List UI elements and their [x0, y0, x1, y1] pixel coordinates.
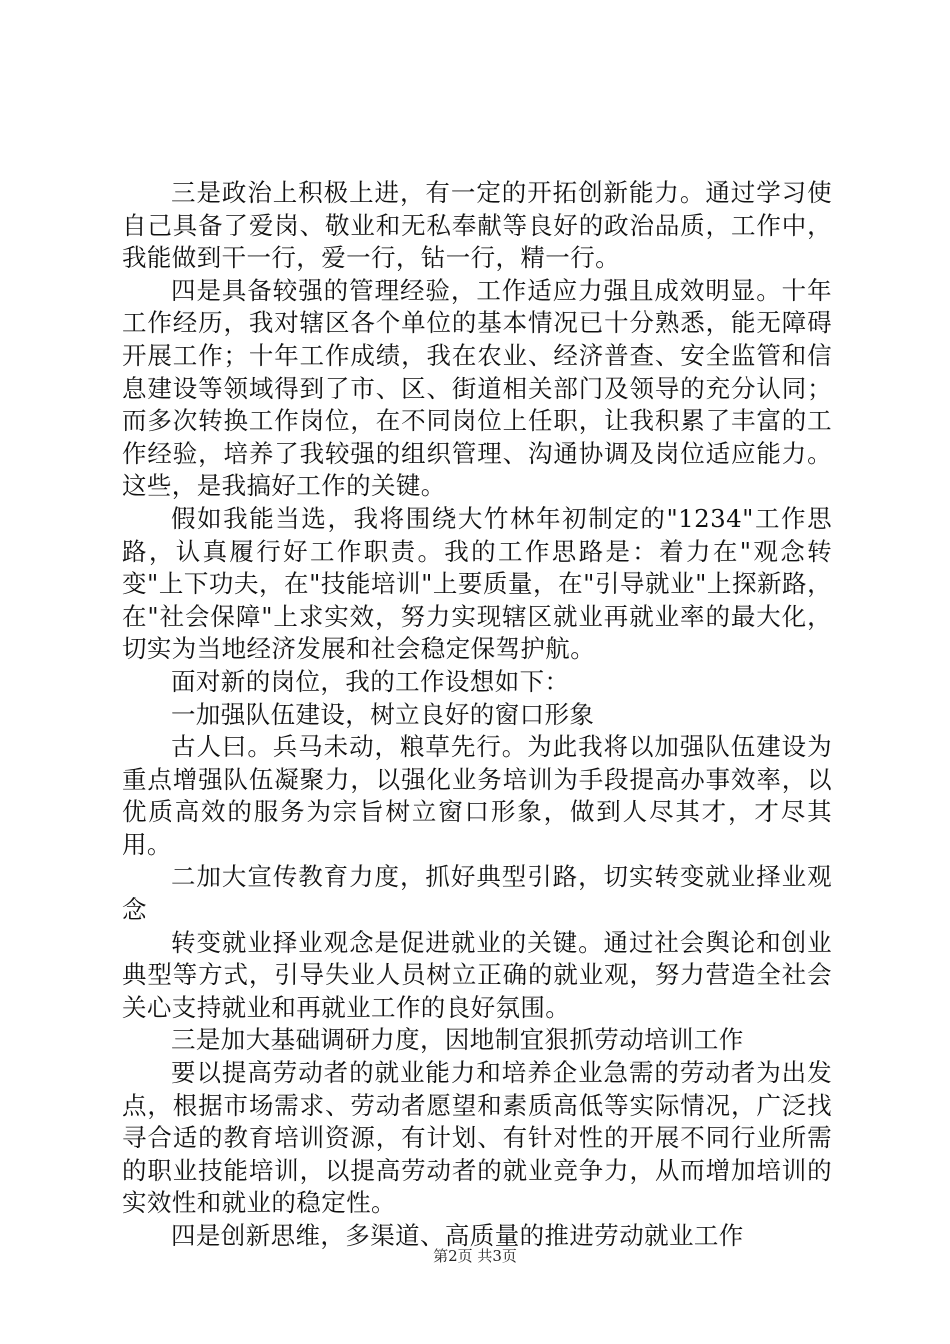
paragraph-publicity-education: 转变就业择业观念是促进就业的关键。通过社会舆论和创业典型等方式，引导失业人员树立正确的就业观，努力营造全社会关心支持就业和再就业工作的良好氛围。 [122, 927, 832, 1022]
paragraph-team-building: 古人曰。兵马未动，粮草先行。为此我将以加强队伍建设为重点增强队伍凝聚力，以强化业务培训为手段提高办事效率，以优质高效的服务为宗旨树立窗口形象，做到人尽其才，才尽其用。 [122, 732, 832, 859]
heading-research-training: 三是加大基础调研力度，因地制宜狠抓劳动培训工作 [171, 1025, 744, 1055]
paragraph-research-training: 要以提高劳动者的就业能力和培养企业急需的劳动者为出发点，根据市场需求、劳动者愿望和素质高低等实际情况，广泛找寻合适的教育培训资源，有计划、有针对性的开展不同行业所需的职业技能培训，以提高劳动者的就业竞争力，从而增加培训的实效性和就业的稳定性。 [122, 1058, 832, 1218]
paragraph-political-quality: 三是政治上积极上进，有一定的开拓创新能力。通过学习使自己具备了爱岗、敬业和无私奉献等良好的政治品质，工作中，我能做到干一行，爱一行，钻一行，精一行。 [122, 178, 832, 273]
paragraph-work-plan: 假如我能当选，我将围绕大竹林年初制定的"1234"工作思路，认真履行好工作职责。我的工作思路是：着力在"观念转变"上下功夫，在"技能培训"上要质量，在"引导就业"上探新路，在"社会保障"上求实效，努力实现辖区就业再就业率的最大化，切实为当地经济发展和社会稳定保驾护航。 [122, 503, 832, 664]
document-body [122, 177, 832, 1253]
heading-publicity-education: 二加大宣传教育力度，抓好典型引路，切实转变就业择业观念 [122, 862, 832, 925]
heading-innovation: 四是创新思维，多渠道、高质量的推进劳动就业工作 [171, 1221, 744, 1250]
page-number-footer: 第2页 共3页 [433, 1247, 517, 1265]
paragraph-management-experience: 四是具备较强的管理经验，工作适应力强且成效明显。十年工作经历，我对辖区各个单位的基本情况已十分熟悉，能无障碍开展工作；十年工作成绩，我在农业、经济普查、安全监管和信息建设等领域得到了市、区、街道相关部门及领导的充分认同；而多次转换工作岗位，在不同岗位上任职，让我积累了丰富的工作经验，培养了我较强的组织管理、沟通协调及岗位适应能力。这些，是我搞好工作的关键。 [122, 275, 832, 501]
heading-team-building: 一加强队伍建设，树立良好的窗口形象 [171, 699, 595, 729]
paragraph-new-post-intro: 面对新的岗位，我的工作设想如下： [171, 666, 570, 696]
